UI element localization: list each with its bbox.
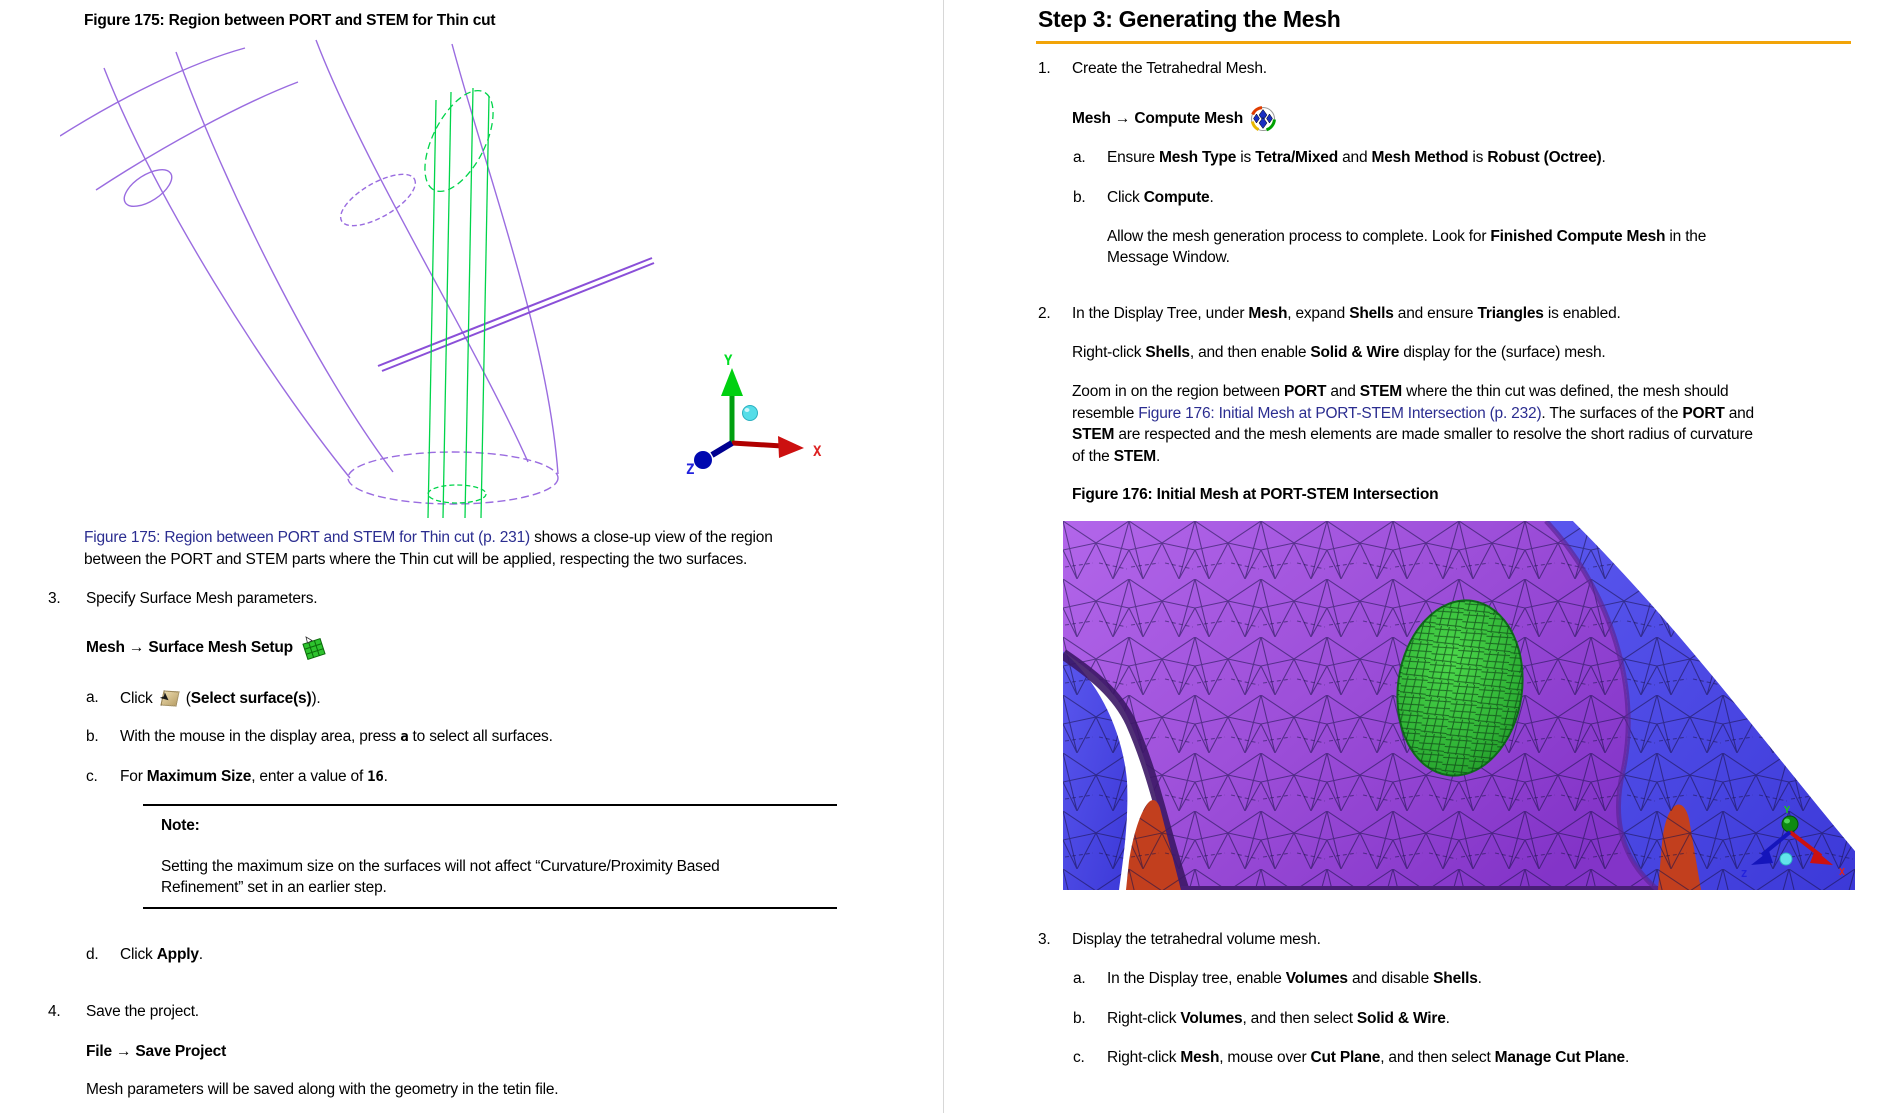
substep-d (120, 944, 203, 965)
list-number-1: 1. (1038, 60, 1051, 77)
text-run: . (383, 768, 388, 785)
compute-mesh-icon (1250, 106, 1276, 132)
text-run: is enabled. (1543, 305, 1621, 322)
text-run: of the (1072, 447, 1114, 465)
substep-c (120, 766, 388, 788)
text-run: Right-click (1107, 1010, 1181, 1027)
text-run: Solid & Wire (1310, 344, 1400, 361)
axis-triad-175 (686, 353, 822, 478)
text-run: Allow the mesh generation process to complete. Look for (1107, 228, 1491, 245)
substep-1a (1107, 147, 1606, 168)
text-run: Shells (1349, 305, 1394, 322)
substep-3a (1107, 968, 1482, 989)
substep-3c (1107, 1047, 1629, 1068)
text-run: . (1624, 1049, 1630, 1066)
menu-path-surface-mesh-setup (86, 633, 328, 663)
text-run: Click (120, 946, 157, 963)
text-run: Message Window. (1107, 249, 1230, 266)
list-number-3r: 3. (1038, 931, 1051, 948)
text-run: For (120, 768, 147, 785)
text-run: Click (120, 690, 157, 707)
text-run: Right-click (1072, 344, 1146, 361)
text-run: , mouse over (1219, 1049, 1311, 1066)
surface-mesh-setup-icon (300, 635, 328, 662)
cross-reference-link[interactable]: Figure 175: Region between PORT and STEM for Thin cut (p. 231) (84, 529, 530, 546)
note-rule-top (143, 804, 837, 806)
text-run: Select surface(s) (190, 690, 312, 707)
text-run: Maximum Size (146, 768, 252, 785)
text-run: Shells (1433, 970, 1478, 987)
axis-y-label: Y (724, 353, 733, 369)
substep-letter-3a: a. (1073, 970, 1086, 987)
menu-path-text: Mesh → Surface Mesh Setup (86, 639, 293, 656)
text-run: between the PORT and STEM parts where the Thin cut will be applied, respecting the two surfaces. (84, 551, 748, 568)
text-run: Manage Cut Plane (1494, 1049, 1625, 1066)
substep-letter-b: b. (86, 728, 99, 745)
axis-z-label: Z (686, 462, 695, 478)
figure-175-title: Figure 175: Region between PORT and STEM for Thin cut (84, 12, 496, 29)
text-run: Finished Compute Mesh (1490, 228, 1666, 245)
text-run: . (1155, 447, 1161, 465)
list-number-3: 3. (48, 590, 61, 607)
axis-x-label: X (813, 444, 822, 460)
note-body (161, 856, 861, 898)
text-run: Tetra/Mixed (1255, 149, 1338, 166)
closing-paragraph: Mesh parameters will be saved along with the geometry in the tetin file. (86, 1081, 559, 1098)
text-run: Mesh Method (1371, 149, 1469, 166)
substep-letter-c: c. (86, 768, 98, 785)
cross-reference-link[interactable]: Figure 176: Initial Mesh at PORT-STEM Intersection (p. 232) (1138, 404, 1542, 422)
axis-x-label: X (1839, 867, 1846, 878)
text-run: Volumes (1180, 1010, 1243, 1027)
text-run: STEM (1072, 426, 1115, 443)
substep-3b (1107, 1008, 1450, 1029)
text-run: ). (311, 690, 321, 707)
text-run: Cut Plane (1310, 1049, 1381, 1066)
text-run: STEM (1113, 447, 1156, 465)
text-run: a (400, 729, 409, 745)
text-run: Zoom in on the region between (1072, 383, 1284, 400)
text-run: , and then select (1242, 1010, 1357, 1027)
text-run: Compute (1143, 189, 1210, 206)
list-number-2: 2. (1038, 305, 1051, 322)
text-run: and ensure (1393, 305, 1478, 322)
text-run: . (1601, 149, 1606, 166)
text-run: Triangles (1477, 305, 1544, 322)
menu-path-text: Mesh → Compute Mesh (1072, 110, 1244, 127)
text-run: Ensure (1107, 149, 1160, 166)
figure-176-title: Figure 176: Initial Mesh at PORT-STEM Intersection (1072, 486, 1439, 503)
substep-letter-1a: a. (1073, 149, 1086, 166)
menu-path-text: File → Save Project (86, 1043, 227, 1060)
substep-a (120, 687, 321, 709)
text-run: display for the (surface) mesh. (1399, 344, 1606, 361)
page-divider (943, 0, 944, 1113)
text-run: , and then select (1380, 1049, 1495, 1066)
text-run: . (1209, 189, 1214, 206)
text-run: and disable (1347, 970, 1434, 987)
header-rule (1036, 41, 1851, 44)
substep-letter-a: a. (86, 689, 99, 706)
thin-cut-plane-line (378, 258, 654, 371)
text-run: Click (1107, 189, 1144, 206)
text-run: and (1338, 149, 1372, 166)
text-run: Mesh Type (1159, 149, 1237, 166)
axis-y-label: Y (1784, 805, 1791, 816)
pipe-wireframe (60, 40, 558, 504)
menu-path-compute-mesh (1072, 104, 1276, 134)
text-run: Solid & Wire (1356, 1010, 1446, 1027)
text-run: . (1445, 1010, 1450, 1027)
text-run: In the Display Tree, under (1072, 305, 1249, 322)
text-run: in the (1665, 228, 1707, 245)
text-run: In the Display tree, enable (1107, 970, 1286, 987)
list-item-4: Save the project. (86, 1003, 199, 1020)
text-run: shows a close-up view of the region (529, 529, 773, 546)
substep-1b-paragraph (1107, 226, 1867, 268)
text-run: With the mouse in the display area, press (120, 728, 401, 745)
note-rule-bottom (143, 907, 837, 909)
text-run: to select all surfaces. (408, 728, 553, 745)
text-run: PORT (1682, 404, 1725, 422)
figure-176-mesh-image (1063, 521, 1855, 890)
text-run: , enter a value of (251, 768, 368, 785)
figure-175-caption (84, 527, 874, 571)
text-run: are respected and the mesh elements are made smaller to resolve the short radius of curvature (1114, 426, 1753, 443)
text-run: Robust (Octree) (1487, 149, 1602, 166)
text-run: is (1236, 149, 1256, 166)
menu-path-save-project (86, 1037, 226, 1067)
text-run: Right-click (1107, 1049, 1181, 1066)
note-label: Note: (161, 817, 200, 834)
list-item-3: Specify Surface Mesh parameters. (86, 590, 318, 607)
text-run: , and then enable (1189, 344, 1311, 361)
text-run: . (1477, 970, 1482, 987)
substep-letter-3b: b. (1073, 1010, 1086, 1027)
substep-letter-d: d. (86, 946, 99, 963)
text-run: Refinement” set in an earlier step. (161, 879, 387, 896)
text-run: . The surfaces of the (1541, 404, 1683, 422)
text-run: Apply (156, 946, 199, 963)
text-run: and (1724, 404, 1754, 422)
text-run: where the thin cut was defined, the mesh should (1402, 383, 1729, 400)
text-run: STEM (1359, 383, 1403, 400)
text-run: , expand (1287, 305, 1350, 322)
list-item-1: Create the Tetrahedral Mesh. (1072, 60, 1267, 77)
list-item-3r: Display the tetrahedral volume mesh. (1072, 931, 1321, 948)
text-run: and (1326, 383, 1360, 400)
text-run: Mesh (1180, 1049, 1220, 1066)
list-number-4: 4. (48, 1003, 61, 1020)
section-header: Step 3: Generating the Mesh (1038, 6, 1341, 32)
text-run: Shells (1145, 344, 1190, 361)
substep-letter-1b: b. (1073, 189, 1086, 206)
axis-z-label: Z (1741, 869, 1748, 880)
text-run: Mesh (1248, 305, 1288, 322)
list-item-2 (1072, 303, 1621, 324)
item-2-paragraph-2 (1072, 381, 1872, 467)
substep-1b (1107, 187, 1214, 208)
text-run: PORT (1284, 383, 1327, 400)
text-run: Setting the maximum size on the surfaces will not affect “Curvature/Proximity Based (161, 858, 720, 875)
text-run: ( (181, 690, 191, 707)
figure-175-wireframe (60, 38, 860, 520)
text-run: 16 (367, 769, 384, 785)
substep-b (120, 726, 553, 748)
text-run: Volumes (1285, 970, 1348, 987)
text-run: . (198, 946, 203, 963)
item-2-paragraph-1 (1072, 342, 1606, 363)
select-surfaces-icon (159, 687, 180, 708)
substep-letter-3c: c. (1073, 1049, 1085, 1066)
text-run: is (1468, 149, 1488, 166)
text-run: resemble (1072, 404, 1139, 422)
